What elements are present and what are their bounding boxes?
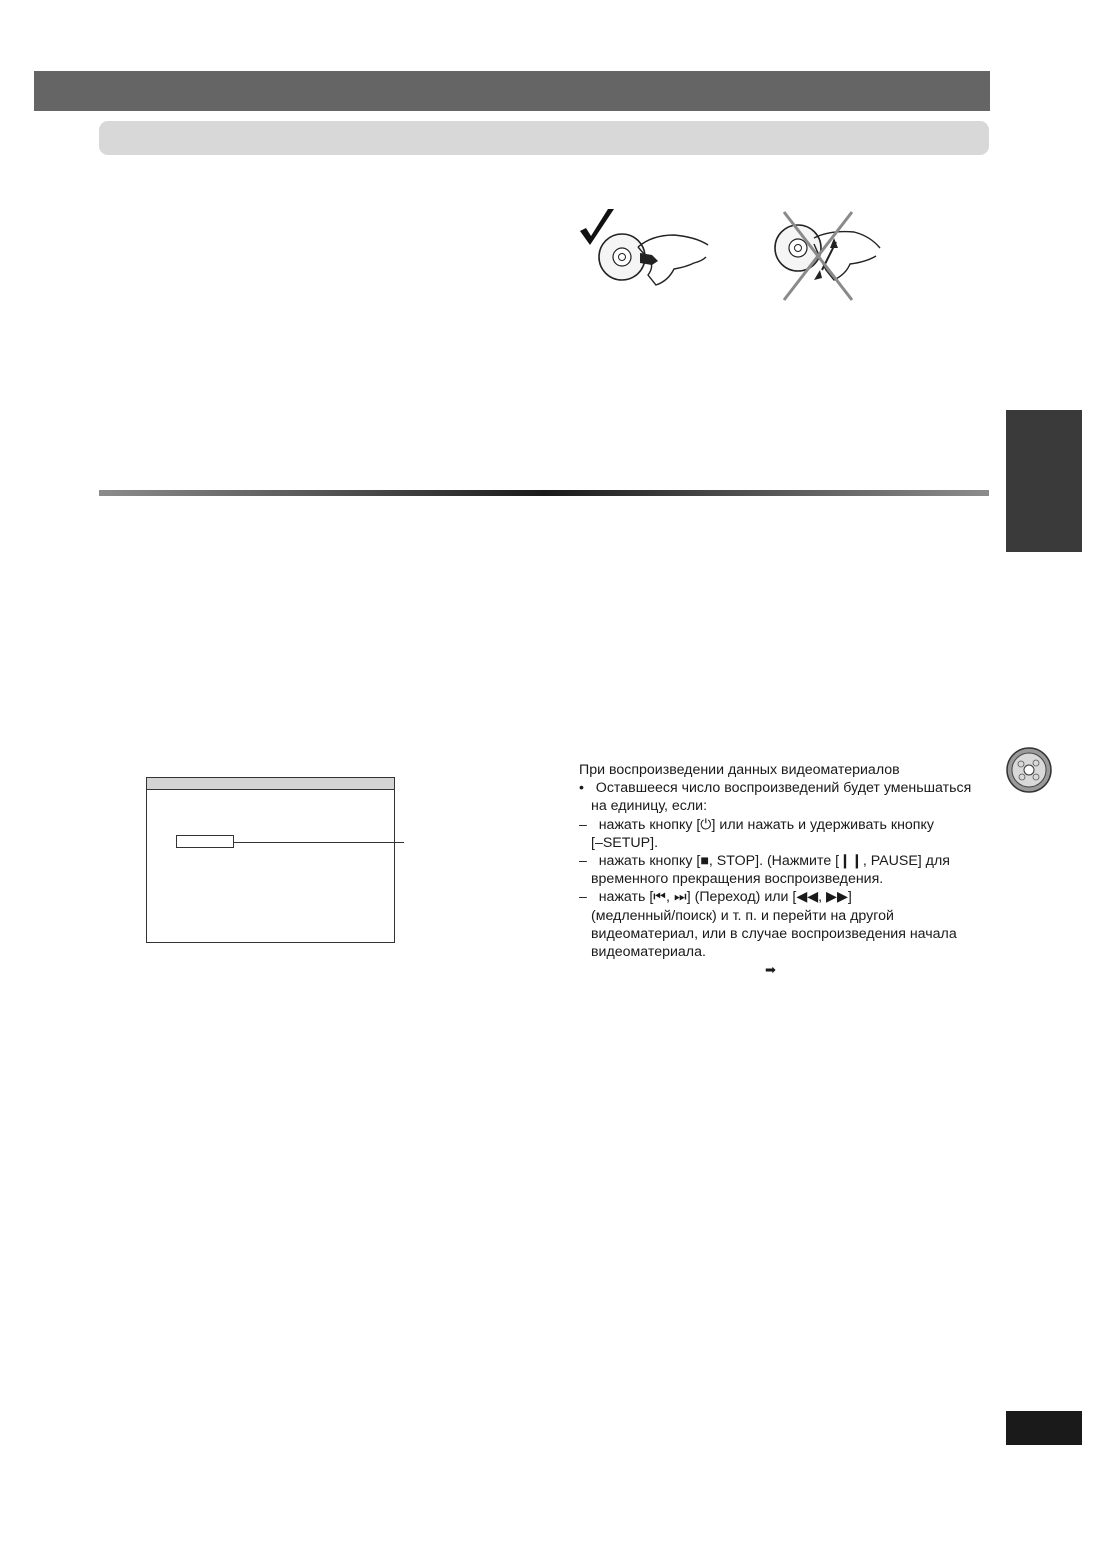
side-chapter-tab <box>1006 410 1082 552</box>
osd-title-bar <box>147 778 394 790</box>
note-item-2-cont: временного прекращения воспроизведения. <box>591 871 884 888</box>
note-item-3: – нажать [⏮, ⏭] (Переход) или [◀◀, ▶▶] <box>579 889 852 906</box>
disc-handled-by-edge-checkmark-icon <box>578 205 718 300</box>
note-bullet-cont: на единицу, если: <box>591 798 708 815</box>
on-screen-display-illustration <box>146 777 395 943</box>
note-item-3-cont-1: (медленный/поиск) и т. п. и перейти на другой <box>591 907 894 924</box>
callout-line <box>233 842 404 843</box>
subsection-header-band <box>99 121 989 155</box>
reference-arrow-row <box>579 961 999 979</box>
page-number-tab <box>1006 1411 1082 1445</box>
section-header-band <box>34 71 990 111</box>
right-arrow-icon: ➡ <box>765 962 776 978</box>
note-item-3-cont-2: видеоматериал, или в случае воспроизведения начала <box>591 925 957 942</box>
note-item-3-cont-3: видеоматериала. <box>591 944 706 961</box>
note-item-2: – нажать кнопку [■, STOP]. (Нажмите [❙❙, PAUSE] для <box>579 853 950 870</box>
dvd-disc-icon <box>1005 746 1053 794</box>
notes-heading: При воспроизведении данных видеоматериалов <box>579 762 900 778</box>
note-item-1: – нажать кнопку [⏻] или нажать и удерживать кнопку <box>579 816 934 833</box>
disc-wiped-crossed-out-icon <box>770 208 888 303</box>
note-bullet: • Оставшееся число воспроизведений будет уменьшаться <box>579 780 972 797</box>
note-item-1-cont: [–SETUP]. <box>591 834 659 851</box>
section-divider <box>99 490 989 496</box>
osd-highlighted-field <box>176 835 234 848</box>
playback-notes <box>579 761 999 979</box>
